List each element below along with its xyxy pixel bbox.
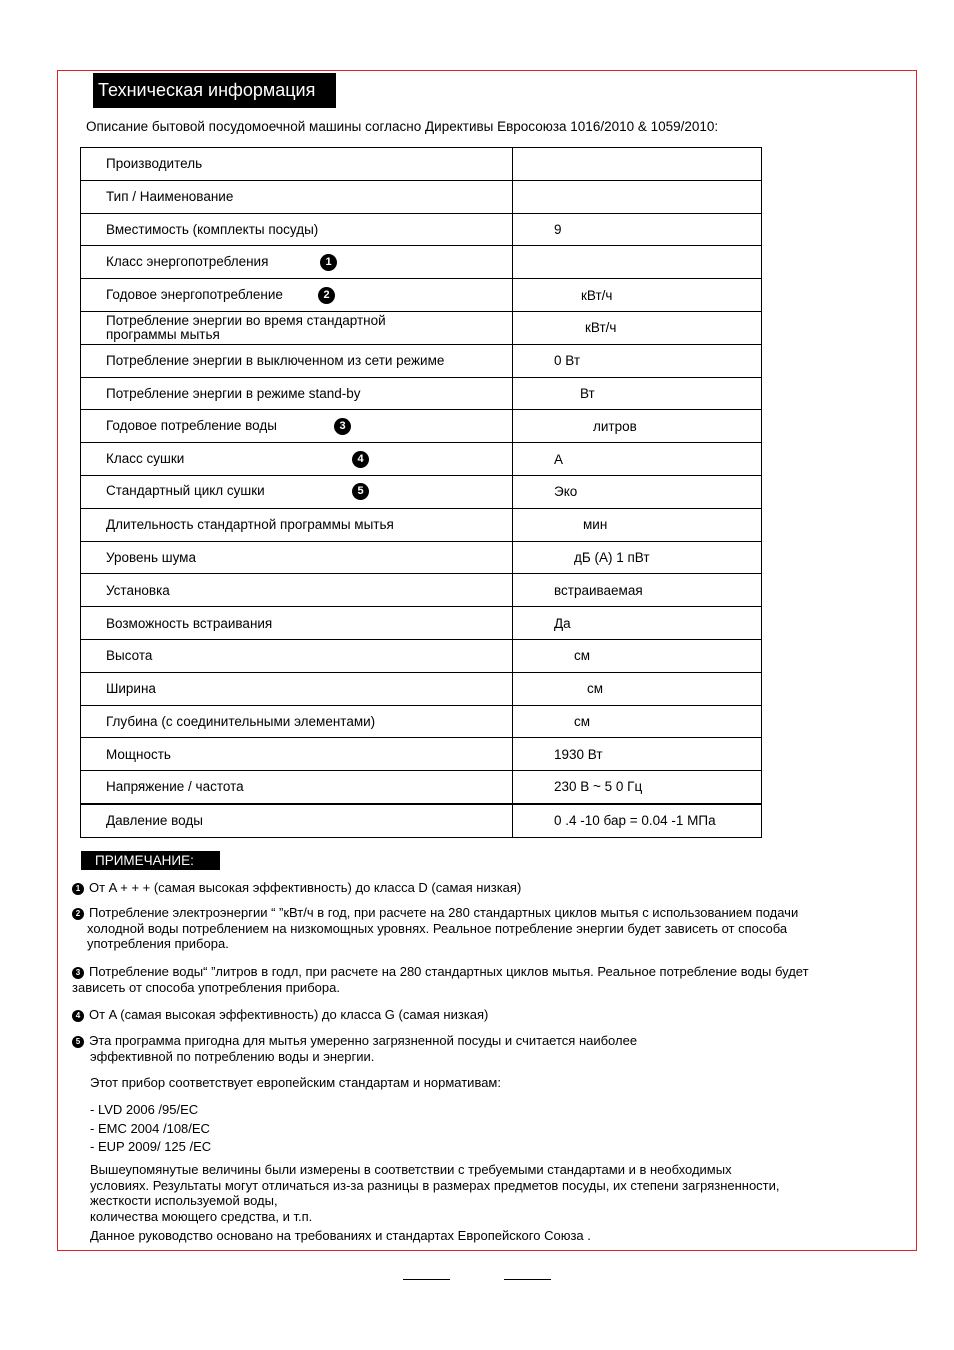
spec-label: Потребление энергии в режиме stand-by [106, 385, 361, 401]
note-number-4-icon: 4 [72, 1010, 84, 1022]
spec-label: Вместимость (комплекты посуды) [106, 221, 319, 237]
spec-value: кВт/ч [513, 311, 762, 344]
spec-label: Годовое потребление воды [106, 417, 277, 433]
note-marker-icon: 1 [320, 254, 337, 271]
note-2-line-3: употребления прибора. [87, 936, 229, 951]
note-title: ПРИМЕЧАНИЕ: [81, 851, 220, 870]
spec-value: мин [513, 508, 762, 541]
spec-row [81, 771, 762, 804]
note-2 [72, 905, 892, 952]
blank-line-right [504, 1279, 551, 1280]
spec-value: 230 В ~ 5 0 Гц [513, 771, 762, 804]
spec-value: литров [513, 410, 762, 443]
note-marker-icon: 2 [318, 287, 335, 304]
spec-row [81, 443, 762, 476]
spec-row [81, 475, 762, 508]
measured-line: количества моющего средства, и т.п. [90, 1208, 313, 1224]
spec-label-cell [81, 771, 513, 804]
spec-label-cell [81, 148, 513, 181]
spec-value: встраиваемая [513, 574, 762, 607]
standard-item: - EMC 2004 /108/EC [90, 1120, 210, 1136]
spec-row [81, 311, 762, 344]
spec-label-cell [81, 311, 513, 344]
spec-label-cell [81, 639, 513, 672]
spec-row [81, 672, 762, 705]
spec-value: кВт/ч [513, 279, 762, 312]
spec-label: Класс сушки [106, 450, 185, 466]
spec-label: Установка [106, 582, 170, 598]
spec-label-cell [81, 738, 513, 771]
spec-label: Возможность встраивания [106, 615, 273, 631]
spec-value: см [513, 705, 762, 738]
spec-label: Потребление энергии в выключенном из сети режиме [106, 353, 445, 369]
spec-row [81, 639, 762, 672]
spec-row [81, 148, 762, 181]
note-4 [72, 1007, 892, 1023]
spec-row [81, 246, 762, 279]
spec-label: Тип / Наименование [106, 189, 234, 205]
spec-label: Глубина (с соединительными элементами) [106, 713, 376, 729]
note-5-line-2: эффективной по потреблению воды и энергии. [90, 1048, 375, 1064]
spec-row [81, 541, 762, 574]
spec-label: Напряжение / частота [106, 779, 244, 795]
intro-text: Описание бытовой посудомоечной машины согласно Директивы Евросоюза 1016/2010 & 1059/2010: [86, 119, 719, 134]
blank-line-left [403, 1279, 450, 1280]
spec-label: Производитель [106, 156, 203, 172]
spec-label-cell [81, 574, 513, 607]
spec-row [81, 738, 762, 771]
spec-label-cell [81, 672, 513, 705]
note-1 [72, 880, 892, 896]
note-marker-icon: 5 [352, 483, 369, 500]
standard-item: - LVD 2006 /95/EC [90, 1102, 199, 1117]
note-3-line-2: зависеть от способа употребления прибора. [72, 979, 340, 995]
measured-line: жесткости используемой воды, [90, 1193, 278, 1208]
note-number-2-icon: 2 [72, 908, 84, 920]
spec-value: 1930 Вт [513, 738, 762, 771]
spec-label: Длительность стандартной программы мытья [106, 517, 394, 533]
spec-label-cell [81, 410, 513, 443]
spec-label: Стандартный цикл сушки [106, 483, 265, 499]
spec-row [81, 213, 762, 246]
note-3-line-1: Потребление воды“ ”литров в годл, при расчете на 280 стандартных циклов мытья. Реальное потребление воды будет [89, 964, 809, 979]
spec-row [81, 279, 762, 312]
spec-row [81, 508, 762, 541]
spec-label-cell [81, 705, 513, 738]
spec-value: 0 .4 -10 бар = 0.04 -1 МПа [513, 804, 762, 837]
spec-label: Мощность [106, 746, 171, 762]
spec-label-cell [81, 541, 513, 574]
note-5 [72, 1033, 892, 1064]
note-1-text: От A + + + (самая высокая эффективность) до класса D (самая низкая) [89, 880, 522, 895]
note-3 [72, 964, 892, 995]
spec-row [81, 344, 762, 377]
note-marker-icon: 4 [352, 451, 369, 468]
footer-note: Данное руководство основано на требованиях и стандартах Европейского Союза . [90, 1228, 591, 1243]
measured-note [90, 1162, 890, 1224]
spec-label: Годовое энергопотребление [106, 286, 283, 302]
note-4-text: От A (самая высокая эффективность) до класса G (самая низкая) [89, 1007, 489, 1022]
spec-value: дБ (A) 1 пВт [513, 541, 762, 574]
spec-row [81, 607, 762, 640]
spec-label-cell [81, 443, 513, 476]
spec-label: Уровень шума [106, 549, 196, 565]
spec-value: Да [513, 607, 762, 640]
note-number-5-icon: 5 [72, 1036, 84, 1048]
spec-value [513, 180, 762, 213]
spec-label-cell [81, 213, 513, 246]
spec-value [513, 148, 762, 181]
standards-list [90, 1101, 890, 1157]
spec-label-cell [81, 475, 513, 508]
spec-value: A [513, 443, 762, 476]
spec-label-cell [81, 279, 513, 312]
note-2-line-1: Потребление электроэнергии “ ”кВт/ч в год, при расчете на 280 стандартных циклов мытья с использованием подачи [89, 905, 799, 920]
spec-label-cell [81, 344, 513, 377]
spec-label: Ширина [106, 681, 156, 697]
spec-row [81, 377, 762, 410]
note-number-1-icon: 1 [72, 883, 84, 895]
spec-label-cell [81, 377, 513, 410]
note-number-3-icon: 3 [72, 967, 84, 979]
spec-row [81, 574, 762, 607]
spec-label: Давление воды [106, 813, 203, 829]
spec-value: Вт [513, 377, 762, 410]
spec-label-cell [81, 508, 513, 541]
spec-row [81, 410, 762, 443]
spec-value: см [513, 639, 762, 672]
section-title: Техническая информация [93, 73, 336, 108]
standard-item: - EUP 2009/ 125 /EC [90, 1139, 212, 1154]
spec-row [81, 705, 762, 738]
note-marker-icon: 3 [334, 418, 351, 435]
standards-intro: Этот прибор соответствует европейским стандартам и нормативам: [90, 1075, 501, 1090]
spec-label-cell [81, 607, 513, 640]
spec-label: Потребление энергии во время стандартной программы мытья [106, 313, 386, 342]
spec-table [80, 147, 762, 838]
measured-line: Вышеупомянутые величины были измерены в соответствии с требуемыми стандартами и в необходимых [90, 1162, 732, 1177]
spec-value: 0 Вт [513, 344, 762, 377]
spec-value [513, 246, 762, 279]
spec-label-cell [81, 180, 513, 213]
spec-label: Класс энергопотребления [106, 253, 269, 269]
spec-label: Высота [106, 648, 153, 664]
spec-value: см [513, 672, 762, 705]
spec-label-cell [81, 804, 513, 837]
spec-label-cell [81, 246, 513, 279]
note-2-line-2: холодной воды потреблением на низкомощных уровнях. Реальное потребление энергии будет зависеть от способа [87, 920, 788, 936]
measured-line: условиях. Результаты могут отличаться из-за разницы в размерах предметов посуды, их степени загрязненности, [90, 1177, 780, 1193]
note-5-line-1: Эта программа пригодна для мытья умеренно загрязненной посуды и считается наиболее [89, 1033, 638, 1048]
spec-row [81, 804, 762, 837]
spec-value: 9 [513, 213, 762, 246]
spec-row [81, 180, 762, 213]
spec-value: Эко [513, 475, 762, 508]
